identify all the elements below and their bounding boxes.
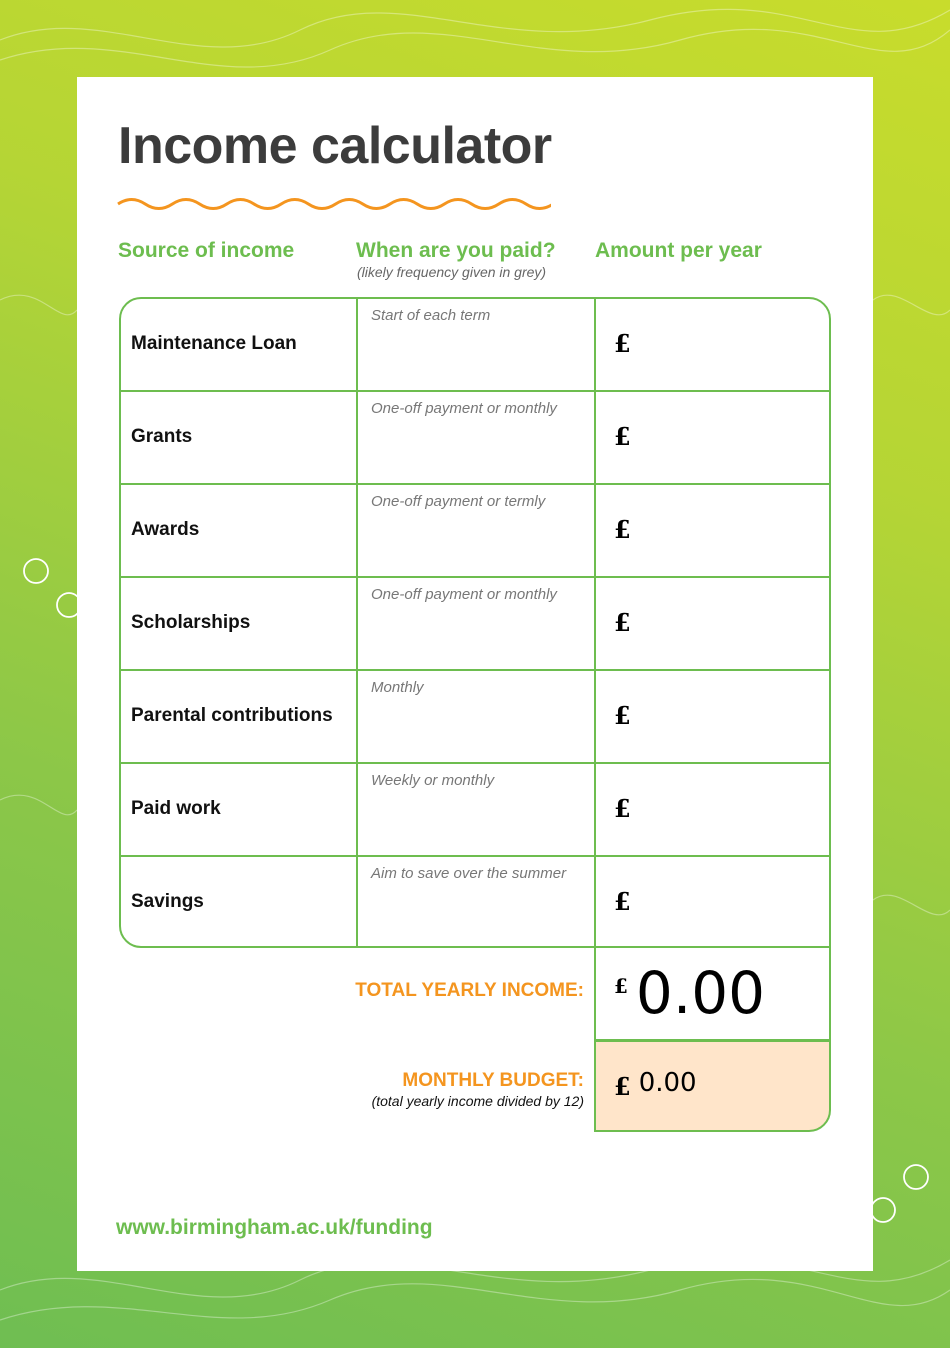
pound-sign: £: [614, 974, 628, 998]
amount-cell: [594, 297, 831, 390]
amount-cell: [594, 390, 831, 483]
payment-frequency: Weekly or monthly: [356, 762, 594, 855]
payment-frequency: One-off payment or monthly: [356, 576, 594, 669]
monthly-budget: [594, 1040, 831, 1132]
pound-sign: £: [614, 515, 631, 544]
amount-input[interactable]: [631, 703, 815, 728]
pound-sign: £: [614, 794, 631, 823]
amount-cell: [594, 855, 831, 948]
page-title: Income calculator: [118, 117, 552, 175]
pound-sign: £: [614, 1071, 631, 1101]
amount-cell: [594, 483, 831, 576]
monthly-note: (total yearly income divided by 12): [371, 1093, 584, 1109]
amount-input[interactable]: [631, 796, 815, 821]
amount-input[interactable]: [631, 424, 815, 449]
total-yearly-income: [594, 947, 831, 1041]
amount-input[interactable]: [631, 517, 815, 542]
amount-cell: [594, 576, 831, 669]
header-when: When are you paid?: [356, 239, 556, 262]
income-source: Maintenance Loan: [131, 332, 297, 354]
header-source: Source of income: [118, 239, 295, 262]
table-row: [119, 855, 831, 948]
pound-sign: £: [614, 329, 631, 358]
table-row: [119, 297, 831, 390]
pound-sign: £: [614, 422, 631, 451]
header-amount: Amount per year: [595, 239, 762, 262]
income-source: Awards: [131, 518, 200, 540]
table-row: [119, 483, 831, 576]
payment-frequency: One-off payment or termly: [356, 483, 594, 576]
payment-frequency: One-off payment or monthly: [356, 390, 594, 483]
monthly-label: MONTHLY BUDGET:: [402, 1070, 584, 1091]
income-source: Scholarships: [131, 611, 251, 633]
footer-link[interactable]: www.birmingham.ac.uk/funding: [116, 1216, 433, 1239]
total-label: TOTAL YEARLY INCOME:: [355, 980, 584, 1001]
table-row: [119, 669, 831, 762]
pound-sign: £: [614, 887, 631, 916]
payment-frequency: Start of each term: [356, 297, 594, 390]
amount-input[interactable]: [631, 610, 815, 635]
amount-input[interactable]: [631, 889, 815, 914]
table-row: [119, 390, 831, 483]
monthly-value: 0.00: [638, 1068, 697, 1098]
pound-sign: £: [614, 608, 631, 637]
table-row: [119, 762, 831, 855]
table-row: [119, 576, 831, 669]
income-source: Parental contributions: [131, 704, 333, 726]
payment-frequency: Monthly: [356, 669, 594, 762]
income-source: Savings: [131, 890, 204, 912]
pound-sign: £: [614, 701, 631, 730]
amount-cell: [594, 669, 831, 762]
total-value: 0.00: [635, 959, 766, 1027]
amount-cell: [594, 762, 831, 855]
header-when-note: (likely frequency given in grey): [357, 264, 547, 280]
income-source: Grants: [131, 425, 193, 447]
payment-frequency: Aim to save over the summer: [356, 855, 594, 948]
wavy-underline: [117, 196, 551, 212]
amount-input[interactable]: [631, 331, 815, 356]
income-source: Paid work: [131, 797, 221, 819]
